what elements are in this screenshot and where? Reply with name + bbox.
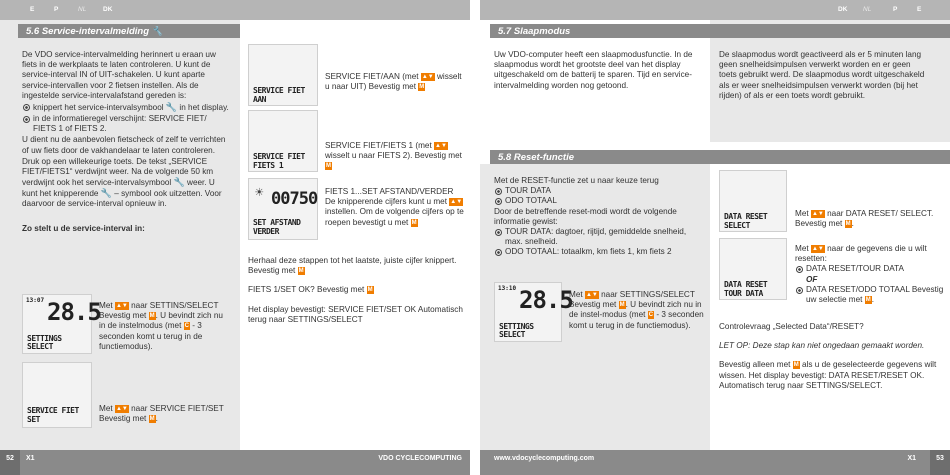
- step-service-set: Met ▲▼ naar SERVICE FIET/SET Bevestig met M.: [99, 404, 224, 424]
- section-title: 5.6 Service-intervalmelding 🔧: [18, 24, 240, 38]
- step-settings: Met ▲▼ naar SETTINGS/SELECT Bevestig met M. U bevindt zich nu in de instel-modus (met C - 3 seconden komt u terug in de functiemodus).: [569, 290, 704, 330]
- lcd-display: 13:10 28.5 SETTINGS SELECT: [494, 282, 562, 342]
- footer-right: www.vdocyclecomputing.com X1: [480, 450, 930, 475]
- lang-dk: DK: [838, 6, 848, 13]
- arrow-keys-icon: ▲▼: [811, 211, 824, 217]
- arrow-keys-icon: ▲▼: [115, 303, 128, 309]
- lang-nl: NL: [863, 6, 872, 13]
- step-service-fiets: SERVICE FIET/FIETS 1 (met ▲▼ wisselt u naar FIETS 2). Bevestig met M: [325, 141, 462, 170]
- top-bar-left: [0, 0, 470, 20]
- lang-p: P: [893, 6, 898, 13]
- lcd-display: SERVICE FIET AAN: [248, 44, 318, 106]
- page-number: 52: [0, 450, 20, 475]
- reset-confirm-text: Controlevraag „Selected Data“/RESET? LET OP: Deze stap kan niet ongedaan gemaakt worden. Bevestig alleen met M als u de geselecteerde gegevens wilt wissen. Het display bevestigt: DATA RESET/RESET OK. Automatisch terug naar SETTINGS/SELECT.: [719, 322, 937, 390]
- lcd-display: DATA RESET SELECT: [719, 170, 787, 232]
- arrow-keys-icon: ▲▼: [450, 199, 463, 206]
- lcd-display: SERVICE FIET FIETS 1: [248, 110, 318, 172]
- m-key-icon: M: [419, 84, 425, 91]
- wrench-icon: 🔧: [165, 101, 178, 112]
- c-key-icon: C: [184, 323, 189, 330]
- sun-icon: ☀: [255, 185, 264, 201]
- m-key-icon: M: [149, 313, 155, 320]
- arrow-keys-icon: ▲▼: [435, 143, 447, 149]
- wrench-icon: 🔧: [100, 188, 112, 199]
- section-title: 5.8 Reset-functie: [490, 150, 950, 164]
- lang-e: E: [30, 6, 35, 13]
- step-settings: Met ▲▼ naar SETTINS/SELECT Bevestig met M. U bevindt zich nu in de instelmodus (met C - 3 seconden komt u terug in de functiemodus).: [99, 301, 223, 351]
- step-set-afstand: FIETS 1...SET AFSTAND/VERDER De knipperende cijfers kunt u met ▲▼ instellen. Om de volgende cijfers op te roepen bevestigt u met M: [325, 187, 464, 227]
- top-bar-right: [480, 0, 950, 20]
- m-key-icon: M: [326, 163, 331, 170]
- m-key-icon: M: [619, 302, 625, 309]
- m-key-icon: M: [367, 287, 373, 294]
- step-service-aan: SERVICE FIET/AAN (met ▲▼ wisselt u naar UIT) Bevestig met M: [325, 72, 462, 92]
- arrow-keys-icon: ▲▼: [811, 246, 824, 252]
- lang-p: P: [54, 6, 59, 13]
- arrow-keys-icon: ▲▼: [421, 74, 434, 80]
- lang-nl: NL: [78, 6, 87, 13]
- lcd-display: SERVICE FIET SET: [22, 362, 92, 428]
- wrench-icon: 🔧: [151, 26, 163, 36]
- m-key-icon: M: [845, 221, 851, 228]
- reset-text: Met de RESET-functie zet u naar keuze terug TOUR DATA ODO TOTAAL Door de betreffende reset-modi wordt de volgende informatie gewist: TOUR DATA: dagtoer, rijtijd, gemiddelde snelheid, max. snelheid. ODO TOTAAL: totaalkm, km fiets 1, km fiets 2: [494, 176, 704, 257]
- m-key-icon: M: [298, 268, 304, 275]
- sleep-mode-text-2: De slaapmodus wordt geactiveerd als er 5 minuten lang geen snelheidsimpulsen verwerkt worden en er geen toets gebruikt werd. De slaapmodus wordt uitgeschakeld als er weer snelheidsimpulsen verwerkt worden (bij het rijden) of als er een toets wordt gebruikt.: [719, 50, 925, 100]
- arrow-keys-icon: ▲▼: [115, 406, 128, 412]
- wrench-icon: 🔧: [173, 177, 185, 188]
- service-interval-text: De VDO service-intervalmelding herinnert u eraan uw fiets in de werkplaats te laten controleren. U kunt de service-interval IN of UIT-schakelen. U kunt aparte service-intervallen voor 2 fietsen instellen. Als de ingestelde service-intervalafstand gereden is: knippert het service-intervalsymbool 🔧 in het display. in de informatieregel verschijnt: SERVICE FIET/ FIETS 1 of FIETS 2. U dient nu de aanbevolen fietscheck of zelf te verrichten of uw fiets door de vakhandelaar te laten controleren. Druk op een willekeurige toets. De tekst „SERVICE FIET/FIETS1“ verdwijnt weer. Na de volgende 50 km verdwijnt ook het service-intervalsymbool 🔧 weer. U kunt het knipperende 🔧 – symbool ook uitzetten. Voor daarvoor de service-interval opnieuw in. Zo stelt u de service-interval in:: [22, 50, 232, 243]
- lcd-display: ☀ 00750 SET AFSTAND VERDER: [248, 178, 318, 240]
- step-data-reset: Met ▲▼ naar DATA RESET/ SELECT. Bevestig met M.: [795, 209, 934, 229]
- middle-text: Herhaal deze stappen tot het laatste, juiste cijfer knippert. Bevestig met M FIETS 1/SET OK? Bevestig met M Het display bevestigt: SERVICE FIET/SET OK Automatisch terug naar SETTINGS/SELECT: [248, 256, 463, 324]
- m-key-icon: M: [793, 362, 799, 369]
- lang-e: E: [917, 6, 922, 13]
- footer-left: X1 VDO CYCLECOMPUTING: [20, 450, 470, 475]
- step-data-select: Met ▲▼ naar de gegevens die u wilt resetten: DATA RESET/TOUR DATA OF DATA RESET/ODO TOTAAL Bevestig uw selectie met M.: [795, 244, 944, 304]
- page-number: 53: [930, 450, 950, 475]
- m-key-icon: M: [149, 416, 155, 423]
- lcd-display: DATA RESET TOUR DATA: [719, 238, 787, 300]
- m-key-icon: M: [865, 296, 871, 303]
- lcd-display: 13:07 28.5 SETTINGS SELECT: [22, 294, 92, 354]
- sleep-mode-text: Uw VDO-computer heeft een slaapmodusfunctie. In de slaapmodus wordt het grootste deel van het display uitgeschakeld om de batterij te sparen. Tijd en service-intervalmelding worden nog getoond.: [494, 50, 693, 90]
- lang-dk: DK: [103, 6, 113, 13]
- arrow-keys-icon: ▲▼: [585, 292, 598, 298]
- c-key-icon: C: [648, 312, 654, 319]
- section-title: 5.7 Slaapmodus: [490, 24, 950, 38]
- m-key-icon: M: [411, 219, 417, 226]
